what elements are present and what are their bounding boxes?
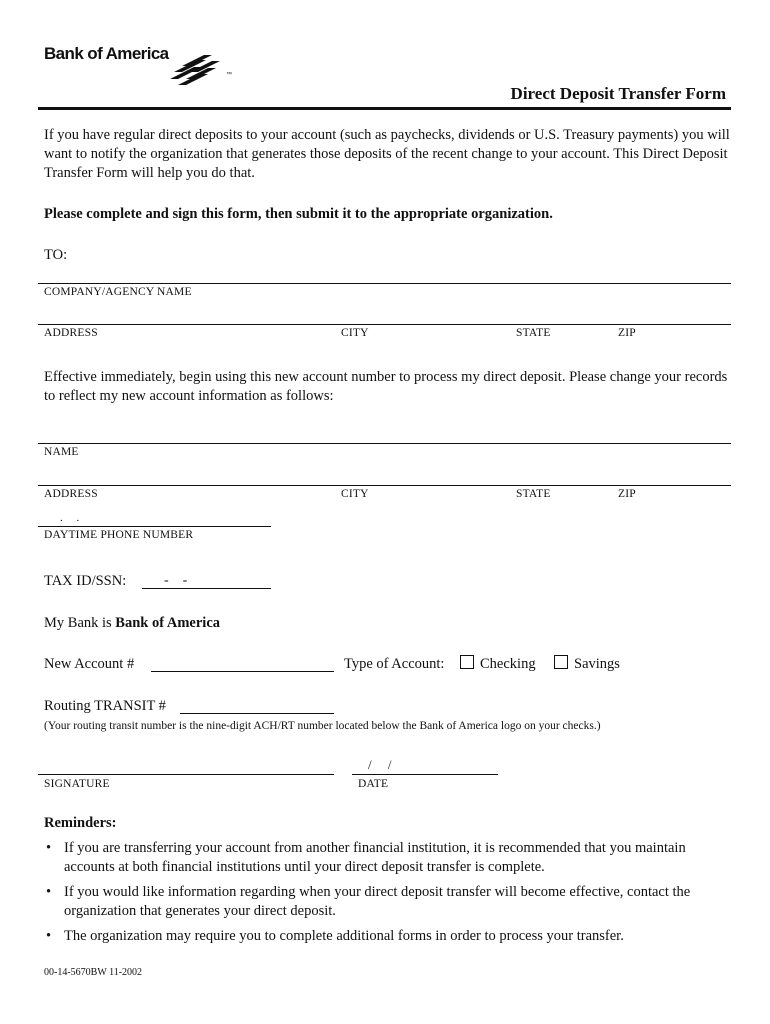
effective-paragraph: Effective immediately, begin using this new account number to process my direct deposit. Please change your records to reflect my new account information as follows: xyxy=(44,369,728,404)
bullet-icon: • xyxy=(46,884,52,900)
header-rule xyxy=(38,107,731,110)
savings-label: Savings xyxy=(574,656,620,672)
date-label: DATE xyxy=(358,778,389,790)
name-label: NAME xyxy=(44,446,79,458)
tax-id-separators: - - xyxy=(164,573,188,588)
bullet-icon: • xyxy=(46,840,52,856)
signature-field[interactable] xyxy=(38,774,334,775)
reminder-text: The organization may require you to complete additional forms in order to process your transfer. xyxy=(64,928,624,944)
my-bank-line xyxy=(44,614,734,633)
form-title: Direct Deposit Transfer Form xyxy=(510,84,726,103)
account-type-label: Type of Account: xyxy=(344,656,445,672)
bank-logo-wordmark: Bank of America xyxy=(44,44,169,63)
my-bank-prefix: My Bank is xyxy=(44,615,112,631)
phone-label: DAYTIME PHONE NUMBER xyxy=(44,529,194,541)
checking-label: Checking xyxy=(480,656,536,672)
reminder-text: If you are transferring your account from another financial institution, it is recommended that you maintain accounts at both financial institutions until your direct deposit transfer is complete. xyxy=(64,840,686,875)
state-label: STATE xyxy=(516,488,551,500)
company-name-label: COMPANY/AGENCY NAME xyxy=(44,286,192,298)
intro-paragraph: If you have regular direct deposits to your account (such as paychecks, dividends or U.S. Treasury payments) you will want to notify the organization that generates those deposits of the recent change to your account. This Direct Deposit Transfer Form will help you do that. xyxy=(44,127,730,181)
new-account-field[interactable] xyxy=(151,671,334,672)
address-label: ADDRESS xyxy=(44,488,98,500)
phone-field[interactable] xyxy=(38,526,271,527)
company-address-field[interactable] xyxy=(38,324,731,325)
company-state-label: STATE xyxy=(516,327,551,339)
bullet-icon: • xyxy=(46,928,52,944)
address-field[interactable] xyxy=(38,485,731,486)
city-label: CITY xyxy=(341,488,369,500)
list-item xyxy=(44,839,734,877)
company-address-label: ADDRESS xyxy=(44,327,98,339)
my-bank-name: Bank of America xyxy=(115,615,221,631)
new-account-label: New Account # xyxy=(44,656,135,672)
list-item xyxy=(44,927,734,946)
bank-logo-flag-icon xyxy=(168,52,234,88)
name-field[interactable] xyxy=(38,443,731,444)
signature-label: SIGNATURE xyxy=(44,778,110,790)
routing-field[interactable] xyxy=(180,713,334,714)
instruction-text: Please complete and sign this form, then submit it to the appropriate organization. xyxy=(44,206,553,222)
trademark-symbol: ™ xyxy=(226,72,232,78)
reminder-text: If you would like information regarding when your direct deposit transfer will become effective, contact the organization that generates your direct deposit. xyxy=(64,884,691,919)
routing-note: (Your routing transit number is the nine-digit ACH/RT number located below the Bank of America logo on your checks.) xyxy=(44,720,601,732)
company-city-label: CITY xyxy=(341,327,369,339)
company-name-field[interactable] xyxy=(38,283,731,284)
phone-separators: . . xyxy=(60,512,80,524)
savings-checkbox[interactable] xyxy=(554,655,568,669)
reminders-heading: Reminders: xyxy=(44,815,117,831)
zip-label: ZIP xyxy=(618,488,636,500)
date-field[interactable] xyxy=(352,774,498,775)
tax-id-field[interactable] xyxy=(142,588,271,589)
to-label: TO: xyxy=(44,247,68,263)
list-item xyxy=(44,883,734,921)
company-zip-label: ZIP xyxy=(618,327,636,339)
date-separators: / / xyxy=(368,757,392,772)
tax-id-label: TAX ID/SSN: xyxy=(44,573,127,589)
routing-label: Routing TRANSIT # xyxy=(44,698,166,714)
checking-checkbox[interactable] xyxy=(460,655,474,669)
form-code: 00-14-5670BW 11-2002 xyxy=(44,967,143,978)
reminders-list xyxy=(44,839,734,946)
